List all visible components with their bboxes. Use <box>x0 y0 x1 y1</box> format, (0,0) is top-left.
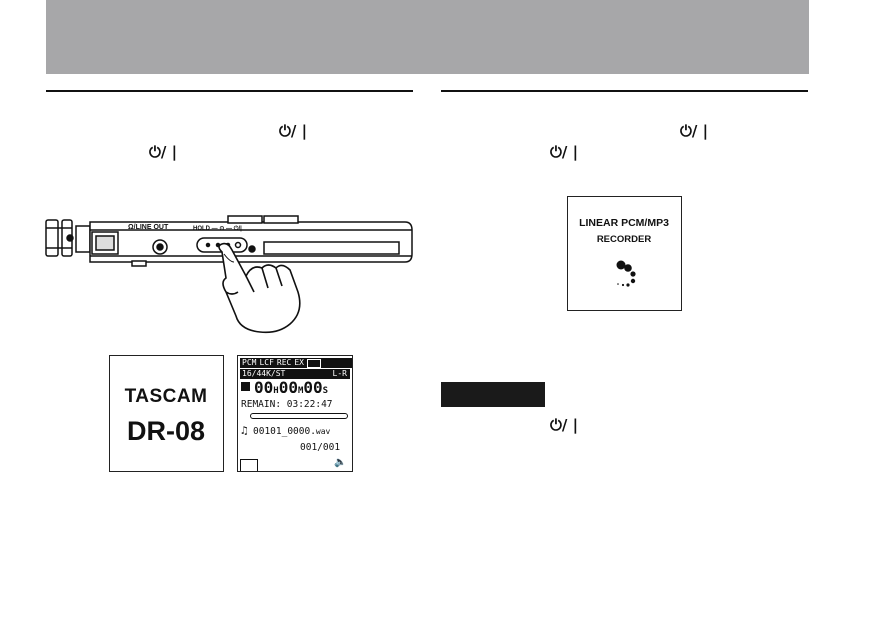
rec-indicator: REC <box>276 358 292 367</box>
power-symbol-1: ⏻/ | <box>279 122 308 140</box>
hold-switch-label: HOLD — ⊙ — ⏻/| <box>193 226 242 232</box>
channel-mode: L-R <box>332 369 347 378</box>
file-name: 00101_0000.wav <box>253 426 331 437</box>
format-indicator: PCM <box>242 358 257 367</box>
loading-subtitle: RECORDER <box>596 234 652 245</box>
loading-title: LINEAR PCM/MP3 <box>579 217 669 229</box>
folder-icon <box>240 459 258 471</box>
lowcut-indicator: LCF <box>259 358 274 367</box>
model-name: DR-08 <box>126 416 206 446</box>
status-bar <box>240 358 352 368</box>
power-symbol-2: ⏻/ | <box>149 143 178 161</box>
left-section-rule <box>46 90 413 92</box>
brand-logo: TASCAM <box>124 386 208 407</box>
power-symbol-3: ⏻/ | <box>680 122 709 140</box>
stop-icon <box>241 382 250 391</box>
splash-screen <box>109 355 224 472</box>
power-symbol-4: ⏻/ | <box>550 143 579 161</box>
time-counter: 00H00M00S <box>254 378 329 397</box>
speaker-icon: 🔈 <box>334 457 347 468</box>
home-screen <box>237 355 353 472</box>
battery-icon <box>307 359 321 368</box>
music-note-icon: ♫ <box>241 424 248 437</box>
note-badge <box>441 382 545 407</box>
chapter-header-band <box>46 0 809 74</box>
loading-spinner-icon <box>612 257 642 291</box>
sample-rate: 16/44K/ST <box>242 369 286 378</box>
ex-indicator: EX <box>294 358 304 367</box>
progress-bar <box>250 413 348 419</box>
remain-time: REMAIN: 03:22:47 <box>241 399 333 410</box>
loading-screen <box>567 196 682 311</box>
right-section-rule <box>441 90 808 92</box>
file-counter: 001/001 <box>300 442 341 453</box>
power-symbol-5: ⏻/ | <box>550 416 579 434</box>
line-out-label: Ω/LINE OUT <box>128 224 169 231</box>
